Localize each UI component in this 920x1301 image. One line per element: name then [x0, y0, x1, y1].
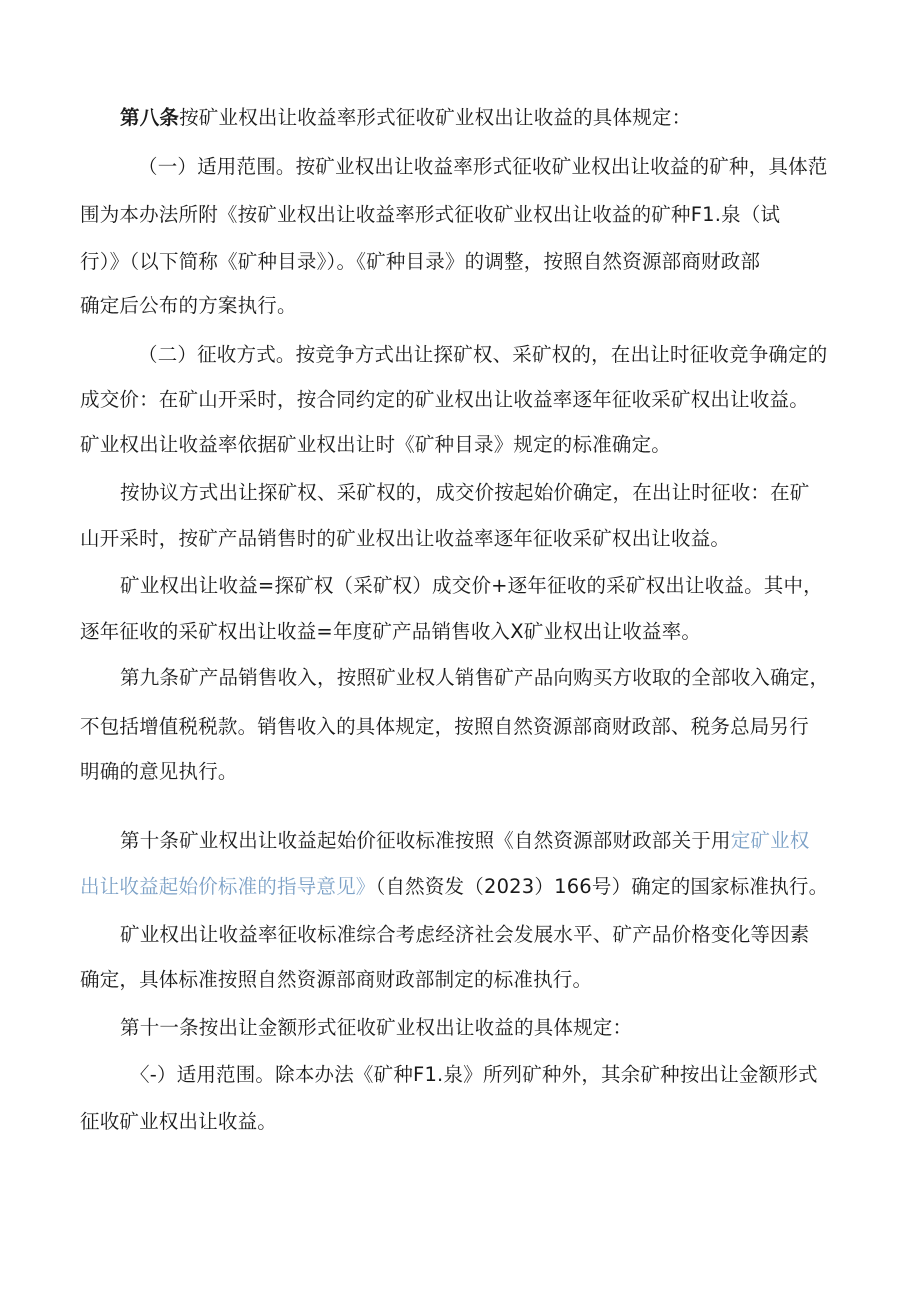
article10-line2-text: （自然资发（2023）166号）确定的国家标准执行。 — [375, 875, 829, 898]
article8-para3-line2: 山开采时，按矿产品销售时的矿业权出让收益率逐年征收采矿权出让收益。 — [80, 527, 731, 550]
article11-item1-line2: 征收矿业权出让收益。 — [80, 1110, 278, 1133]
article8-para4-line1: 矿业权出让收益=探矿权（采矿权）成交价+逐年征收的采矿权出让收益。其中， — [120, 574, 823, 597]
article8-item1-line4: 确定后公布的方案执行。 — [80, 294, 297, 317]
article11-intro: 第十一条按出让金额形式征收矿业权出让收益的具体规定： — [120, 1016, 633, 1039]
article10-para2-line2: 确定，具体标准按照自然资源部商财政部制定的标准执行。 — [80, 968, 593, 991]
article10-line1-text: 第十条矿业权出让收益起始价征收标准按照《自然资源部财政部关于用 — [120, 829, 731, 852]
article9-line2: 不包括增值税税款。销售收入的具体规定，按照自然资源部商财政部、税务总局另行 — [80, 715, 809, 738]
article8-item2-line3: 矿业权出让收益率依据矿业权出让时《矿种目录》规定的标准确定。 — [80, 433, 672, 456]
article10-line2 — [80, 875, 828, 899]
article8-item2-line1: （二）征收方式。按竞争方式出让探矿权、采矿权的，在出让时征收竞争确定的 — [138, 343, 828, 366]
article8-item1-line1: （一）适用范围。按矿业权出让收益率形式征收矿业权出让收益的矿种，具体范 — [138, 155, 828, 178]
article8-intro: 按矿业权出让收益率形式征收矿业权出让收益的具体规定： — [179, 106, 692, 129]
article8-para4-line2: 逐年征收的采矿权出让收益=年度矿产品销售收入X矿业权出让收益率。 — [80, 620, 702, 643]
article8-para3-line1: 按协议方式出让探矿权、采矿权的，成交价按起始价确定，在出让时征收：在矿 — [120, 481, 810, 504]
article9-line3: 明确的意见执行。 — [80, 760, 238, 783]
article9-line1: 第九条矿产品销售收入，按照矿业权人销售矿产品向购买方收取的全部收入确定， — [120, 666, 830, 689]
article8-heading: 第八条 — [120, 106, 180, 129]
article8-item1-line2: 围为本办法所附《按矿业权出让收益率形式征收矿业权出让收益的矿种F1.泉（试 — [80, 203, 781, 226]
article10-guideline-link-part2[interactable]: 出让收益起始价标准的指导意见》 — [80, 875, 376, 898]
article10-para2-line1: 矿业权出让收益率征收标准综合考虑经济社会发展水平、矿产品价格变化等因素 — [120, 923, 810, 946]
article10-guideline-link-part1[interactable]: 定矿业权 — [730, 829, 810, 852]
article8-intro-line — [120, 106, 691, 130]
article8-item2-line2: 成交价：在矿山开采时，按合同约定的矿业权出让收益率逐年征收采矿权出让收益。 — [80, 388, 809, 411]
article10-line1 — [120, 829, 810, 853]
article8-item1-line3: 行）》（以下简称《矿种目录》）。《矿种目录》的调整，按照自然资源部商财政部 — [80, 250, 761, 273]
article11-item1-line1: 〈-）适用范围。除本办法《矿种F1.泉》所列矿种外，其余矿种按出让金额形式 — [130, 1063, 818, 1086]
